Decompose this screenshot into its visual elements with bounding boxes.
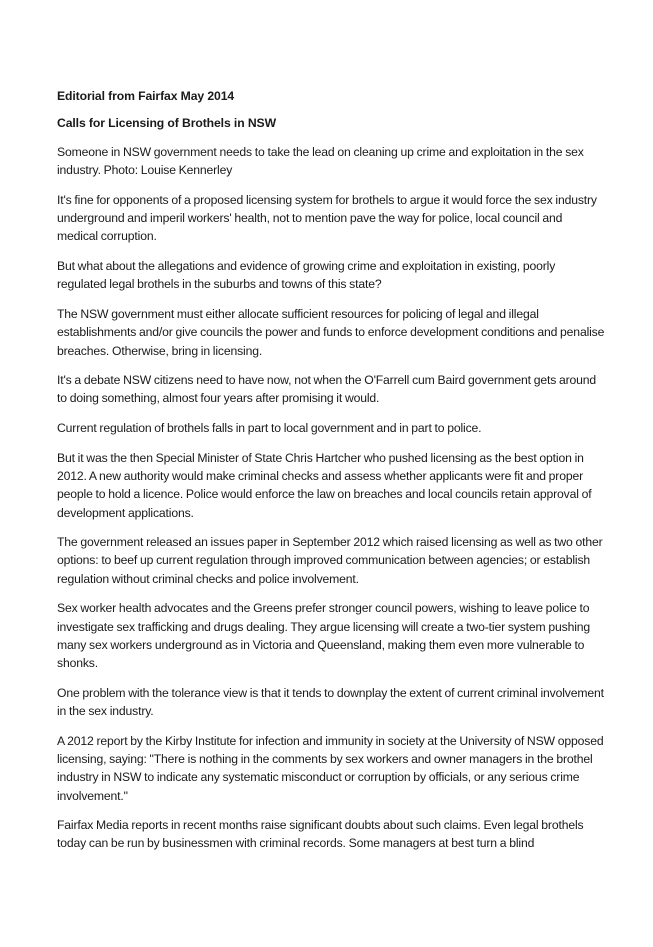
paragraph: But it was the then Special Minister of State Chris Hartcher who pushed licensing as the best option in 2012. A new authority would make criminal checks and assess whether applicants were fit and proper people to hold a licence. Police would enforce the law on breaches and local councils retain approval of development applications. [57, 450, 592, 520]
paragraph: Current regulation of brothels falls in part to local government and in part to police. [57, 421, 482, 436]
editorial-source-heading: Editorial from Fairfax May 2014 [57, 89, 235, 103]
paragraph: But what about the allegations and evidence of growing crime and exploitation in existing, poorly regulated legal brothels in the suburbs and towns of this state? [57, 259, 556, 292]
paragraph: A 2012 report by the Kirby Institute for infection and immunity in society at the University of NSW opposed licensing, saying: "There is nothing in the comments by sex workers and owner managers in the brothel industry in NSW to indicate any systematic misconduct or corruption by officials, or any serious crime involvement." [57, 733, 604, 803]
paragraph-photo-caption: Someone in NSW government needs to take the lead on cleaning up crime and exploitation in the sex industry. Photo: Louise Kennerley [57, 145, 584, 178]
paragraph: Sex worker health advocates and the Greens prefer stronger council powers, wishing to leave police to investigate sex trafficking and drugs dealing. They argue licensing will create a two-tier system pushing many sex workers underground as in Victoria and Queensland, making them even more vulnerable to shonks. [57, 601, 591, 671]
paragraph: One problem with the tolerance view is that it tends to downplay the extent of current criminal involvement in the sex industry. [57, 685, 604, 719]
paragraph: It's fine for opponents of a proposed licensing system for brothels to argue it would force the sex industry underground and imperil workers' health, not to mention pave the way for police, local council and medical corruption. [57, 192, 597, 244]
paragraph: The NSW government must either allocate sufficient resources for policing of legal and illegal establishments and/or give councils the power and funds to enforce development conditions and penalise breaches. Otherwise, bring in licensing. [57, 306, 605, 358]
article-title: Calls for Licensing of Brothels in NSW [57, 116, 276, 130]
paragraph: The government released an issues paper in September 2012 which raised licensing as well as two other options: to beef up current regulation through improved communication between agencies; or establish regulation without criminal checks and police involvement. [57, 535, 603, 586]
paragraph: It's a debate NSW citizens need to have now, not when the O'Farrell cum Baird government gets around to doing something, almost four years after promising it would. [57, 373, 597, 406]
document-body [57, 89, 605, 864]
paragraph: Fairfax Media reports in recent months raise significant doubts about such claims. Even legal brothels today can be run by businessmen with criminal records. Some managers at best turn a blind [57, 818, 584, 851]
